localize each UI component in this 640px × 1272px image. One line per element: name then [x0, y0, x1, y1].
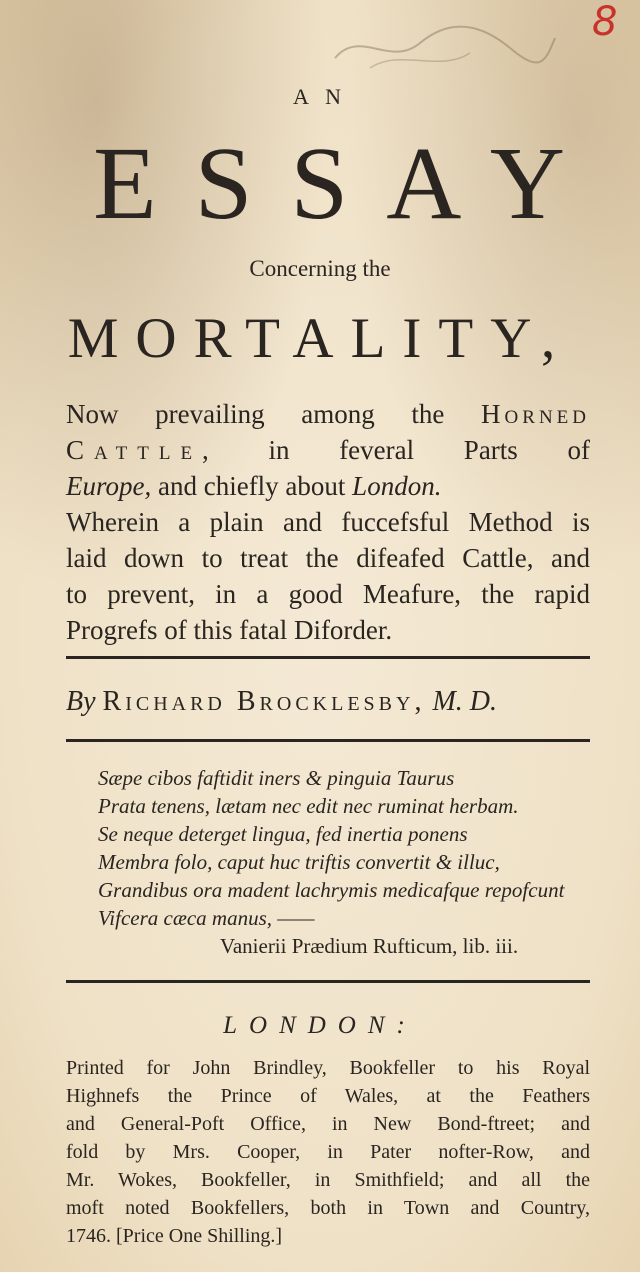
imprint-line-6: moft noted Bookfellers, both in Town and Country, [66, 1197, 590, 1219]
epigraph-line-3: Se neque deterget lingua, fed inertia ponens [98, 822, 468, 846]
heading-mortality: MORTALITY, [67, 307, 573, 370]
wherein-block [66, 504, 590, 648]
shelfmark-number: 8 [592, 0, 618, 45]
subtitle-line-1: Now prevailing among the Horned [66, 399, 590, 429]
imprint-line-5: Mr. Wokes, Bookfeller, in Smithfield; and all the [66, 1169, 590, 1191]
heading-an: A N [292, 84, 348, 109]
subtitle-line-3: Europe, and chiefly about London. [66, 471, 442, 501]
heading-concerning: Concerning the [249, 256, 391, 281]
epigraph [98, 764, 588, 960]
author-degree: M. D. [432, 686, 498, 717]
epigraph-line-1: Sæpe cibos faftidit iners & pinguia Taurus [98, 766, 455, 790]
wherein-line-1: Wherein a plain and fuccefsful Method is [66, 507, 590, 537]
imprint-place: LONDON: [223, 1012, 417, 1039]
subtitle-block [66, 396, 590, 504]
imprint-line-2: Highnefs the Prince of Wales, at the Feathers [66, 1085, 590, 1107]
author-line: By Richard Brocklesby, M. D. [66, 686, 498, 717]
epigraph-line-4: Membra folo, caput huc triftis convertit & illuc, [98, 850, 500, 874]
divider-rule-2 [66, 739, 590, 742]
imprint-line-4: fold by Mrs. Cooper, in Pater nofter-Row, and [66, 1141, 590, 1163]
wherein-line-4: Progrefs of this fatal Diforder. [66, 615, 393, 645]
epigraph-line-5: Grandibus ora madent lachrymis medicafque repofcunt [98, 878, 565, 902]
heading-essay: ESSAY [93, 126, 603, 241]
subtitle-line-2: Cattle, in feveral Parts of [66, 435, 590, 465]
divider-rule-1 [66, 656, 590, 659]
imprint-line-7: 1746. [Price One Shilling.] [66, 1225, 283, 1247]
imprint-block [66, 1054, 590, 1250]
epigraph-citation: Vanierii Prædium Rufticum, lib. iii. [220, 934, 519, 958]
imprint-line-3: and General-Poft Office, in New Bond-ftreet; and [66, 1113, 590, 1135]
divider-rule-3 [66, 980, 590, 983]
wherein-line-3: to prevent, in a good Meafure, the rapid [66, 579, 590, 609]
ink-scribble [330, 18, 560, 78]
imprint-line-1: Printed for John Brindley, Bookfeller to his Royal [66, 1057, 590, 1079]
author-name: Richard Brocklesby, [102, 686, 426, 717]
wherein-line-2: laid down to treat the difeafed Cattle, and [66, 543, 590, 573]
epigraph-line-6: Vifcera cæca manus, —— [98, 906, 315, 930]
epigraph-line-2: Prata tenens, lætam nec edit nec ruminat herbam. [98, 794, 519, 818]
